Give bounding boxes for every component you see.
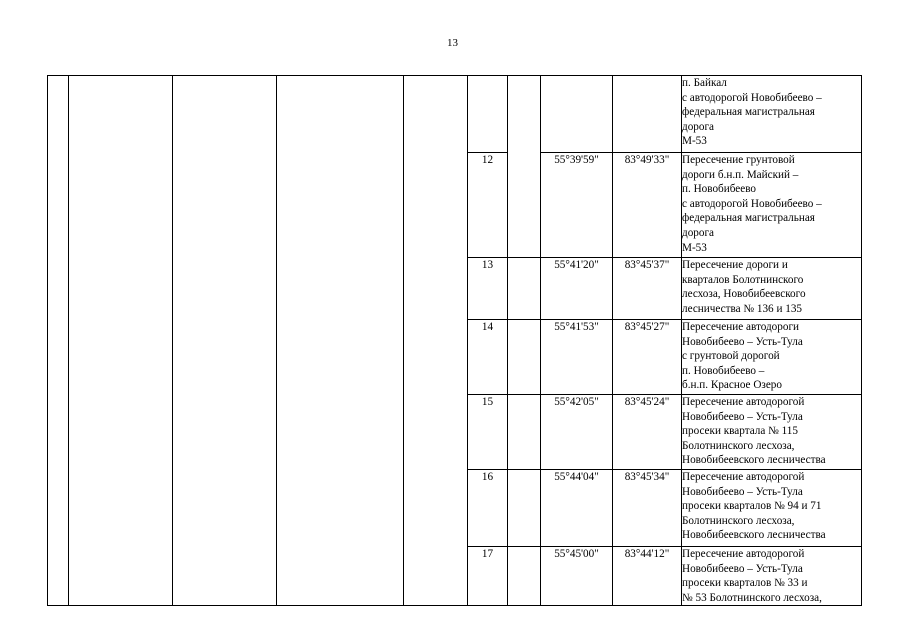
longitude-cell: 83°45'37" <box>613 258 682 320</box>
longitude-cell: 83°49'33" <box>613 153 682 258</box>
description-line: Болотнинского лесхоза, <box>682 514 795 527</box>
description-line: Новобибеево – Усть-Тула <box>682 485 803 498</box>
description-line: б.н.п. Красное Озеро <box>682 379 782 392</box>
table-cell-empty <box>508 258 541 320</box>
description-line: с автодорогой Новобибеево – <box>682 91 822 104</box>
latitude-cell: 55°45'00" <box>541 547 613 606</box>
description-line: с автодорогой Новобибеево – <box>682 197 822 210</box>
description-line: Новобибеево – Усть-Тула <box>682 410 803 423</box>
description-line: Пересечение автодороги <box>682 321 800 333</box>
point-number-cell <box>468 76 508 153</box>
description-line: просеки кварталов № 33 и <box>682 577 808 590</box>
description-line: Новобибеево – Усть-Тула <box>682 335 803 348</box>
table-cell-empty <box>508 470 541 547</box>
description-line: М-53 <box>682 241 707 254</box>
description-line: п. Новобибеево <box>682 183 757 196</box>
description-line: Пересечение автодорогой <box>682 396 805 408</box>
description-line: кварталов Болотнинского <box>682 273 804 286</box>
table-cell-empty <box>404 76 468 606</box>
description-line: Пересечение грунтовой <box>682 154 795 166</box>
description-line: Пересечение автодорогой <box>682 548 805 560</box>
table-body <box>48 76 862 606</box>
table-cell-empty <box>69 76 173 606</box>
point-number-cell: 14 <box>468 320 508 395</box>
description-line: Новобибеевского лесничества <box>682 454 826 467</box>
page-number: 13 <box>447 37 458 49</box>
description-line: Новобибеевского лесничества <box>682 529 826 542</box>
point-number-cell: 16 <box>468 470 508 547</box>
latitude-cell: 55°39'59" <box>541 153 613 258</box>
description-line: федеральная магистральная <box>682 212 815 225</box>
description-cell <box>682 153 862 258</box>
latitude-cell: 55°41'20" <box>541 258 613 320</box>
description-line: № 53 Болотнинского лесхоза, <box>682 591 822 604</box>
description-line: федеральная магистральная <box>682 106 815 119</box>
table-cell-empty <box>508 547 541 606</box>
description-line: Пересечение автодорогой <box>682 471 805 483</box>
table-cell-empty <box>277 76 404 606</box>
description-line: п. Новобибеево – <box>682 364 765 377</box>
latitude-cell: 55°42'05" <box>541 395 613 470</box>
table-cell-empty <box>508 395 541 470</box>
description-cell <box>682 76 862 153</box>
table-cell-empty <box>173 76 277 606</box>
description-line: дорога <box>682 226 715 239</box>
longitude-cell: 83°45'34" <box>613 470 682 547</box>
longitude-cell: 83°44'12" <box>613 547 682 606</box>
description-cell <box>682 547 862 606</box>
point-number-cell: 17 <box>468 547 508 606</box>
longitude-cell <box>613 76 682 153</box>
table-cell-empty <box>508 76 541 258</box>
table-cell-empty <box>508 320 541 395</box>
description-line: п. Байкал <box>682 77 727 89</box>
coordinates-table <box>47 75 862 606</box>
longitude-cell: 83°45'24" <box>613 395 682 470</box>
description-line: дорога <box>682 120 715 133</box>
description-cell <box>682 395 862 470</box>
point-number-cell: 12 <box>468 153 508 258</box>
latitude-cell: 55°41'53" <box>541 320 613 395</box>
latitude-cell: 55°44'04" <box>541 470 613 547</box>
description-line: Пересечение дороги и <box>682 259 788 271</box>
longitude-cell: 83°45'27" <box>613 320 682 395</box>
point-number-cell: 15 <box>468 395 508 470</box>
description-line: лесхоза, Новобибеевского <box>682 288 806 301</box>
description-line: с грунтовой дорогой <box>682 350 780 363</box>
description-line: лесничества № 136 и 135 <box>682 302 803 315</box>
description-line: дороги б.н.п. Майский – <box>682 168 799 181</box>
description-line: Новобибеево – Усть-Тула <box>682 562 803 575</box>
description-line: М-53 <box>682 135 707 148</box>
point-number-cell: 13 <box>468 258 508 320</box>
description-line: просеки квартала № 115 <box>682 425 798 438</box>
table-cell-empty <box>48 76 69 606</box>
description-cell <box>682 470 862 547</box>
table-row-continued <box>48 76 862 153</box>
latitude-cell <box>541 76 613 153</box>
description-line: Болотнинского лесхоза, <box>682 439 795 452</box>
description-cell <box>682 258 862 320</box>
description-cell <box>682 320 862 395</box>
description-line: просеки кварталов № 94 и 71 <box>682 500 822 513</box>
